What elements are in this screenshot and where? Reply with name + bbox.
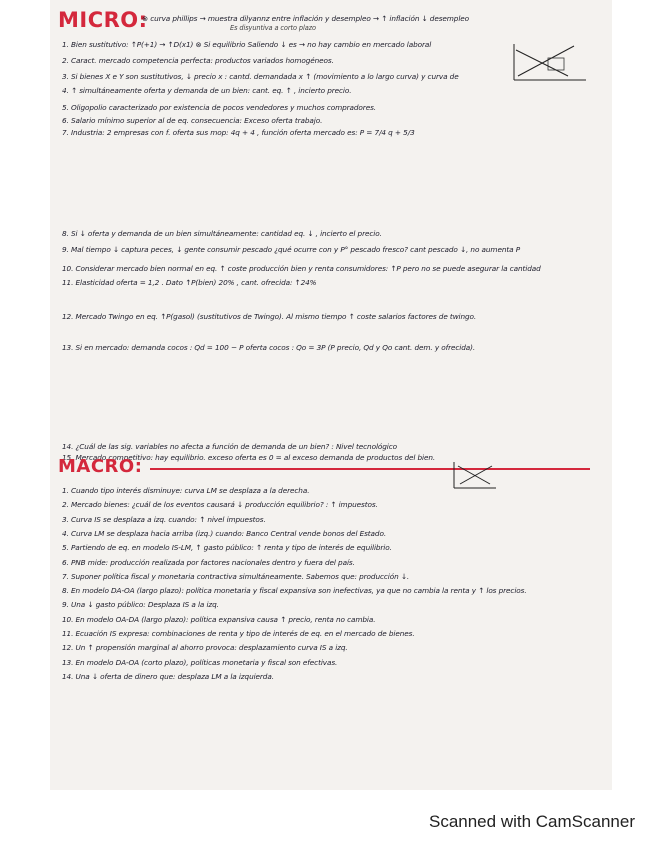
micro-item: 7. Industria: 2 empresas con f. oferta sus mop: 4q + 4 , función oferta mercado es: P = 7/4 q + 5/3	[62, 128, 415, 137]
macro-item: 14. Una ↓ oferta de dinero que: desplaza LM a la izquierda.	[62, 671, 274, 681]
micro-intro: ⊗ curva phillips → muestra dilyannz entre inflación y desempleo → ↑ inflación ↓ desempleo	[142, 14, 470, 23]
macro-item: 12. Un ↑ propensión marginal al ahorro provoca: desplazamiento curva IS a izq.	[62, 643, 348, 653]
macro-item: 1. Cuando tipo interés disminuye: curva LM se desplaza a la derecha.	[62, 486, 310, 495]
micro-item: 10. Considerar mercado bien normal en eq. ↑ coste producción bien y renta consumidores: ↑P pero no se puede asegurar la cantidad	[62, 264, 541, 273]
micro-title: MICRO:	[58, 8, 148, 32]
macro-item: 5. Partiendo de eq. en modelo IS-LM, ↑ gasto público: ↑ renta y tipo de interés de equilibrio.	[62, 543, 392, 553]
micro-item: 1. Bien sustitutivo: ↑P(+1) → ↑D(x1) ⊗ Si equilibrio Saliendo ↓ es → no hay cambio en mercado laboral	[62, 40, 432, 49]
macro-item: 3. Curva IS se desplaza a izq. cuando: ↑ nivel impuestos.	[62, 514, 266, 524]
micro-item: 9. Mal tiempo ↓ captura peces, ↓ gente consumir pescado ¿qué ocurre con y P° pescado fresco? cant pescado ↓, no aumenta P	[62, 245, 521, 254]
micro-item: 12. Mercado Twingo en eq. ↑P(gasol) (sustitutivos de Twingo). Al mismo tiempo ↑ coste salarios factores de twingo.	[62, 312, 477, 321]
micro-item: 2. Caract. mercado competencia perfecta: productos variados homogéneos.	[62, 56, 334, 65]
micro-item: 13. Si en mercado: demanda cocos : Qd = 100 − P oferta cocos : Qo = 3P (P precio, Qd y Qo cant. dem. y ofrecida).	[62, 343, 476, 352]
micro-item-15: 15. Mercado competitivo: hay equilibrio. exceso oferta es 0 = al exceso demanda de productos del bien.	[62, 453, 436, 462]
scanned-page	[50, 0, 612, 790]
micro-item-14: 14. ¿Cuál de las sig. variables no afecta a función de demanda de un bien? : Nivel tecnológico	[62, 442, 397, 451]
micro-item: 3. Si bienes X e Y son sustitutivos, ↓ precio x : cantd. demandada x ↑ (movimiento a lo largo curva) y curva de	[62, 72, 459, 81]
micro-item: 11. Elasticidad oferta = 1,2 . Dato ↑P(bien) 20% , cant. ofrecida: ↑24%	[62, 278, 317, 287]
micro-item: 8. Si ↓ oferta y demanda de un bien simultáneamente: cantidad eq. ↓ , incierto el precio.	[62, 229, 382, 238]
micro-item: 4. ↑ simultáneamente oferta y demanda de un bien: cant. eq. ↑ , incierto precio.	[62, 86, 352, 95]
micro-diagram	[508, 40, 590, 84]
macro-item: 7. Suponer política fiscal y monetaria contractiva simultáneamente. Sabemos que: producción ↓.	[62, 571, 410, 581]
micro-intro-sub: Es disyuntiva a corto plazo	[230, 24, 316, 32]
macro-item: 6. PNB mide: producción realizada por factores nacionales dentro y fuera del país.	[62, 557, 355, 567]
section-divider	[150, 468, 590, 470]
macro-item: 9. Una ↓ gasto público: Desplaza IS a la izq.	[62, 600, 219, 610]
macro-item: 2. Mercado bienes: ¿cuál de los eventos causará ↓ producción equilibrio? : ↑ impuestos.	[62, 500, 378, 510]
scanner-label: Scanned with CamScanner	[428, 812, 635, 831]
macro-item: 13. En modelo DA-OA (corto plazo), políticas monetaria y fiscal son efectivas.	[62, 657, 338, 667]
micro-item: 6. Salario mínimo superior al de eq. consecuencia: Exceso oferta trabajo.	[62, 116, 323, 125]
macro-item: 10. En modelo OA-DA (largo plazo): política expansiva causa ↑ precio, renta no cambia.	[62, 614, 376, 624]
macro-item: 11. Ecuación IS expresa: combinaciones de renta y tipo de interés de eq. en el mercado de bienes.	[62, 629, 415, 638]
macro-item: 8. En modelo DA-OA (largo plazo): política monetaria y fiscal expansiva son inefectivas, ya que no cambia la renta y ↑ los precios.	[62, 586, 527, 596]
micro-item: 5. Oligopolio caracterizado por existencia de pocos vendedores y muchos compradores.	[62, 103, 377, 112]
macro-diagram	[450, 460, 500, 490]
macro-item: 4. Curva LM se desplaza hacia arriba (izq.) cuando: Banco Central vende bonos del Estado.	[62, 528, 387, 538]
macro-title: MACRO:	[58, 456, 143, 477]
